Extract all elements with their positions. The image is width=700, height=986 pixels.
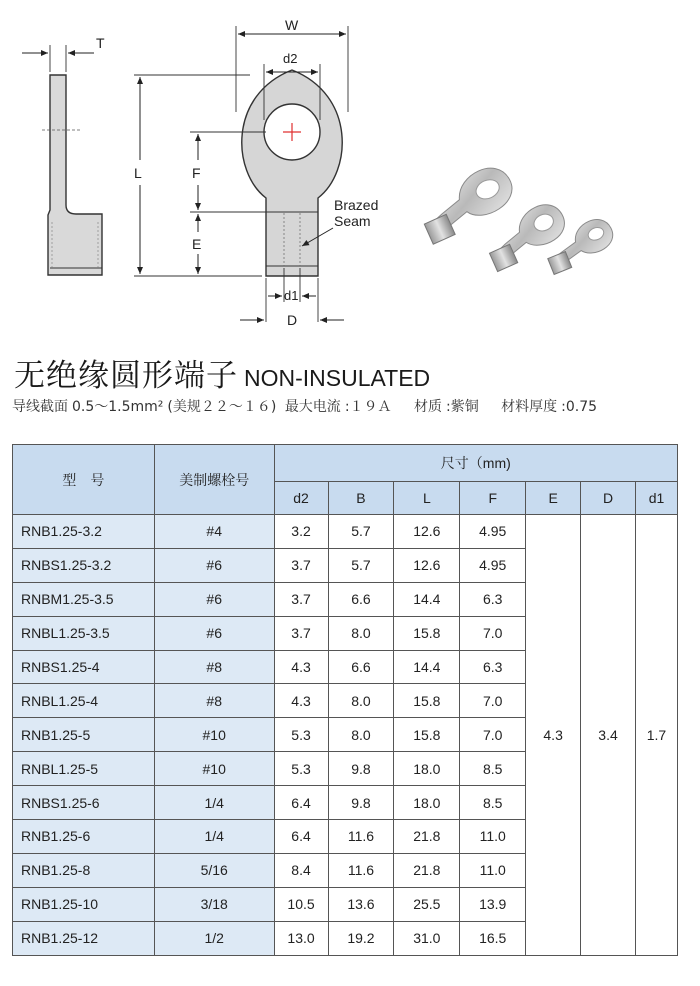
bolt-cell: 1/4 [154,820,274,854]
section-value: 0.5～1.5mm² [72,399,164,415]
dim-d-label: D [287,312,298,328]
material-label: 材质 [413,399,442,415]
l-cell: 15.8 [394,718,460,752]
bolt-cell: #6 [154,548,274,582]
header-bolt: 美制螺栓号 [154,445,274,515]
dim-e-label: E [192,236,202,252]
model-cell: RNB1.25-10 [13,887,155,921]
l-cell: 18.0 [394,786,460,820]
d2-cell: 3.2 [274,515,328,549]
d2-cell: 6.4 [274,820,328,854]
spec-table [12,444,678,956]
model-cell: RNBL1.25-3.5 [13,616,155,650]
dim-d2-label: d2 [283,51,298,66]
side-view [48,75,102,275]
title-cn: 无绝缘圆形端子 [14,358,238,394]
l-cell: 12.6 [394,548,460,582]
f-cell: 4.95 [460,515,526,549]
bolt-cell: #6 [154,582,274,616]
d2-cell: 3.7 [274,548,328,582]
bolt-cell: #6 [154,616,274,650]
thickness-value: :0.75 [561,399,598,415]
b-cell: 5.7 [328,515,394,549]
table-row [13,515,678,549]
l-cell: 21.8 [394,853,460,887]
spec-line [12,396,601,416]
b-cell: 11.6 [328,820,394,854]
f-cell: 6.3 [460,582,526,616]
awg-value: (美规２２～１６) [167,399,277,415]
d2-cell: 4.3 [274,684,328,718]
model-cell: RNB1.25-6 [13,820,155,854]
l-cell: 12.6 [394,515,460,549]
b-cell: 6.6 [328,582,394,616]
l-cell: 15.8 [394,684,460,718]
b-cell: 13.6 [328,887,394,921]
page-title [14,350,430,395]
subheader-d1: d1 [635,482,677,515]
model-cell: RNB1.25-5 [13,718,155,752]
subheader-d2: d2 [274,482,328,515]
subheader-l: L [394,482,460,515]
d2-cell: 4.3 [274,650,328,684]
table-body [13,515,678,956]
bolt-cell: #8 [154,684,274,718]
l-cell: 14.4 [394,582,460,616]
bolt-cell: 3/18 [154,887,274,921]
subheader-e: E [526,482,581,515]
bolt-cell: 1/2 [154,921,274,955]
l-cell: 21.8 [394,820,460,854]
model-cell: RNBS1.25-3.2 [13,548,155,582]
material-value: :紫铜 [445,399,479,415]
f-cell: 7.0 [460,718,526,752]
bolt-cell: 5/16 [154,853,274,887]
current-value: :１９Ａ [344,399,392,415]
header-size: 尺寸（mm) [274,445,677,482]
b-cell: 6.6 [328,650,394,684]
b-cell: 9.8 [328,752,394,786]
d2-cell: 10.5 [274,887,328,921]
f-cell: 16.5 [460,921,526,955]
f-cell: 6.3 [460,650,526,684]
dim-l-label: L [134,165,142,181]
l-cell: 15.8 [394,616,460,650]
model-cell: RNB1.25-12 [13,921,155,955]
f-cell: 11.0 [460,820,526,854]
model-cell: RNBM1.25-3.5 [13,582,155,616]
bolt-cell: #10 [154,752,274,786]
seam-label-line1: Brazed [334,197,379,213]
f-cell: 13.9 [460,887,526,921]
title-en: NON-INSULATED [244,365,431,391]
model-cell: RNB1.25-8 [13,853,155,887]
seam-label-line2: Seam [334,213,371,229]
b-cell: 9.8 [328,786,394,820]
dim-w-label: W [285,17,299,33]
d2-cell: 5.3 [274,718,328,752]
f-cell: 11.0 [460,853,526,887]
model-cell: RNBS1.25-4 [13,650,155,684]
bolt-cell: #4 [154,515,274,549]
l-cell: 25.5 [394,887,460,921]
section-label: 导线截面 [12,399,68,415]
b-cell: 8.0 [328,718,394,752]
d2-cell: 5.3 [274,752,328,786]
b-cell: 19.2 [328,921,394,955]
b-cell: 8.0 [328,684,394,718]
f-cell: 8.5 [460,752,526,786]
f-cell: 7.0 [460,616,526,650]
model-cell: RNBL1.25-5 [13,752,155,786]
d-cell: 3.4 [581,515,636,956]
d2-cell: 8.4 [274,853,328,887]
product-photo [414,161,620,275]
bolt-cell: #10 [154,718,274,752]
front-view [242,70,342,276]
dim-d1-label: d1 [284,288,299,303]
model-cell: RNB1.25-3.2 [13,515,155,549]
header-model: 型 号 [13,445,155,515]
l-cell: 14.4 [394,650,460,684]
d2-cell: 3.7 [274,582,328,616]
bolt-cell: #8 [154,650,274,684]
subheader-f: F [460,482,526,515]
thickness-label: 材料厚度 [501,399,558,415]
f-cell: 8.5 [460,786,526,820]
b-cell: 5.7 [328,548,394,582]
bolt-cell: 1/4 [154,786,274,820]
model-cell: RNBL1.25-4 [13,684,155,718]
f-cell: 4.95 [460,548,526,582]
d2-cell: 13.0 [274,921,328,955]
d2-cell: 3.7 [274,616,328,650]
dim-f-label: F [192,165,201,181]
e-cell: 4.3 [526,515,581,956]
b-cell: 8.0 [328,616,394,650]
d1-cell: 1.7 [635,515,677,956]
subheader-d: D [581,482,636,515]
terminal-technical-drawing [0,0,700,340]
l-cell: 31.0 [394,921,460,955]
model-cell: RNBS1.25-6 [13,786,155,820]
current-label: 最大电流 [284,399,341,415]
subheader-b: B [328,482,394,515]
l-cell: 18.0 [394,752,460,786]
dim-t-label: T [96,35,105,51]
b-cell: 11.6 [328,853,394,887]
d2-cell: 6.4 [274,786,328,820]
f-cell: 7.0 [460,684,526,718]
